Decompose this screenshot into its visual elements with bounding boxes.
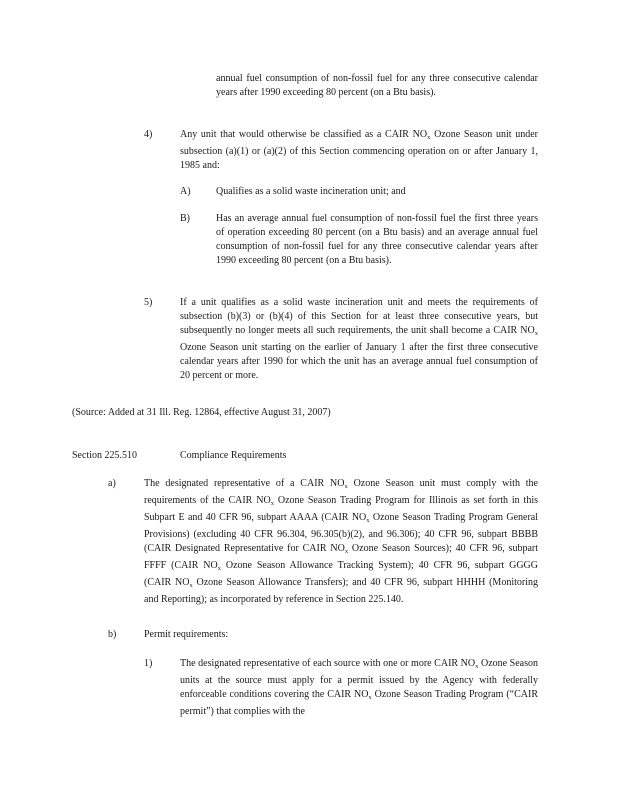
item-5-text: If a unit qualifies as a solid waste incineration unit and meets the requirements of subsection (b)(3) or (b)(4) of this Section for at least three consecutive years, but subsequently no longer meets all such requirements, the unit shall become a CAIR $NO_x$ Ozone Season unit starting on the earlier of January 1 after the first three consecutive calendar years after 1990 for which the unit has an average annual fuel consumption of 20 percent or more. [180,297,538,381]
section-number: Section 225.510 [72,450,137,461]
continuation-paragraph: annual fuel consumption of non-fossil fuel for any three consecutive calendar years after 1990 exceeding 80 percent (on a Btu basis). [216,73,538,98]
item-4-label: 4) [144,129,153,140]
item-b-label: b) [108,629,117,640]
item-b-text: Permit requirements: [144,629,229,640]
item-4a-label: A) [180,186,191,197]
item-a-label: a) [108,478,116,489]
item-5-label: 5) [144,297,153,308]
item-b1-text: The designated representative of each source with one or more CAIR $NO_x$ Ozone Season units at the source must apply for a permit issued by the Agency with federally enforceable conditions covering the CAIR $NO_x$ Ozone Season Trading Program (“CAIR permit”) that complies with the [180,658,538,717]
source-note: (Source: Added at 31 Ill. Reg. 12864, effective August 31, 2007) [72,407,331,418]
item-4-text: Any unit that would otherwise be classified as a CAIR $NO_x$ Ozone Season unit under subsection (a)(1) or (a)(2) of this Section commencing operation on or after January 1, 1985 and: [180,129,538,171]
item-4b-text: Has an average annual fuel consumption of non-fossil fuel the first three years of operation exceeding 80 percent (on a Btu basis) and an average annual fuel consumption of non-fossil fuel for any three consecutive calendar years after 1990 exceeding 80 percent (on a Btu basis). [216,213,538,266]
section-title: Compliance Requirements [180,450,287,461]
item-a-text: The designated representative of a CAIR $NO_x$ Ozone Season unit must comply with the requirements of the CAIR $NO_x$ Ozone Season Trading Program for Illinois as set forth in this Subpart E and 40 CFR 96, subpart AAAA (CAIR $NO_x$ Ozone Season Trading Program General Provisions) (excluding 40 CFR 96.304, 96.305(b)(2), and 96.306); 40 CFR 96, subpart BBBB (CAIR Designated Representative for CAIR $NO_x$ Ozone Season Sources); 40 CFR 96, subpart FFFF (CAIR $NO_x$ Ozone Season Allowance Tracking System); 40 CFR 96, subpart GGGG (CAIR $NO_x$ Ozone Season Allowance Transfers); and 40 CFR 96, subpart HHHH (Monitoring and Reporting); as incorporated by reference in Section 225.140. [144,478,539,605]
item-b1-label: 1) [144,658,153,669]
item-4a-text: Qualifies as a solid waste incineration unit; and [216,186,406,197]
item-4b-label: B) [180,213,190,224]
